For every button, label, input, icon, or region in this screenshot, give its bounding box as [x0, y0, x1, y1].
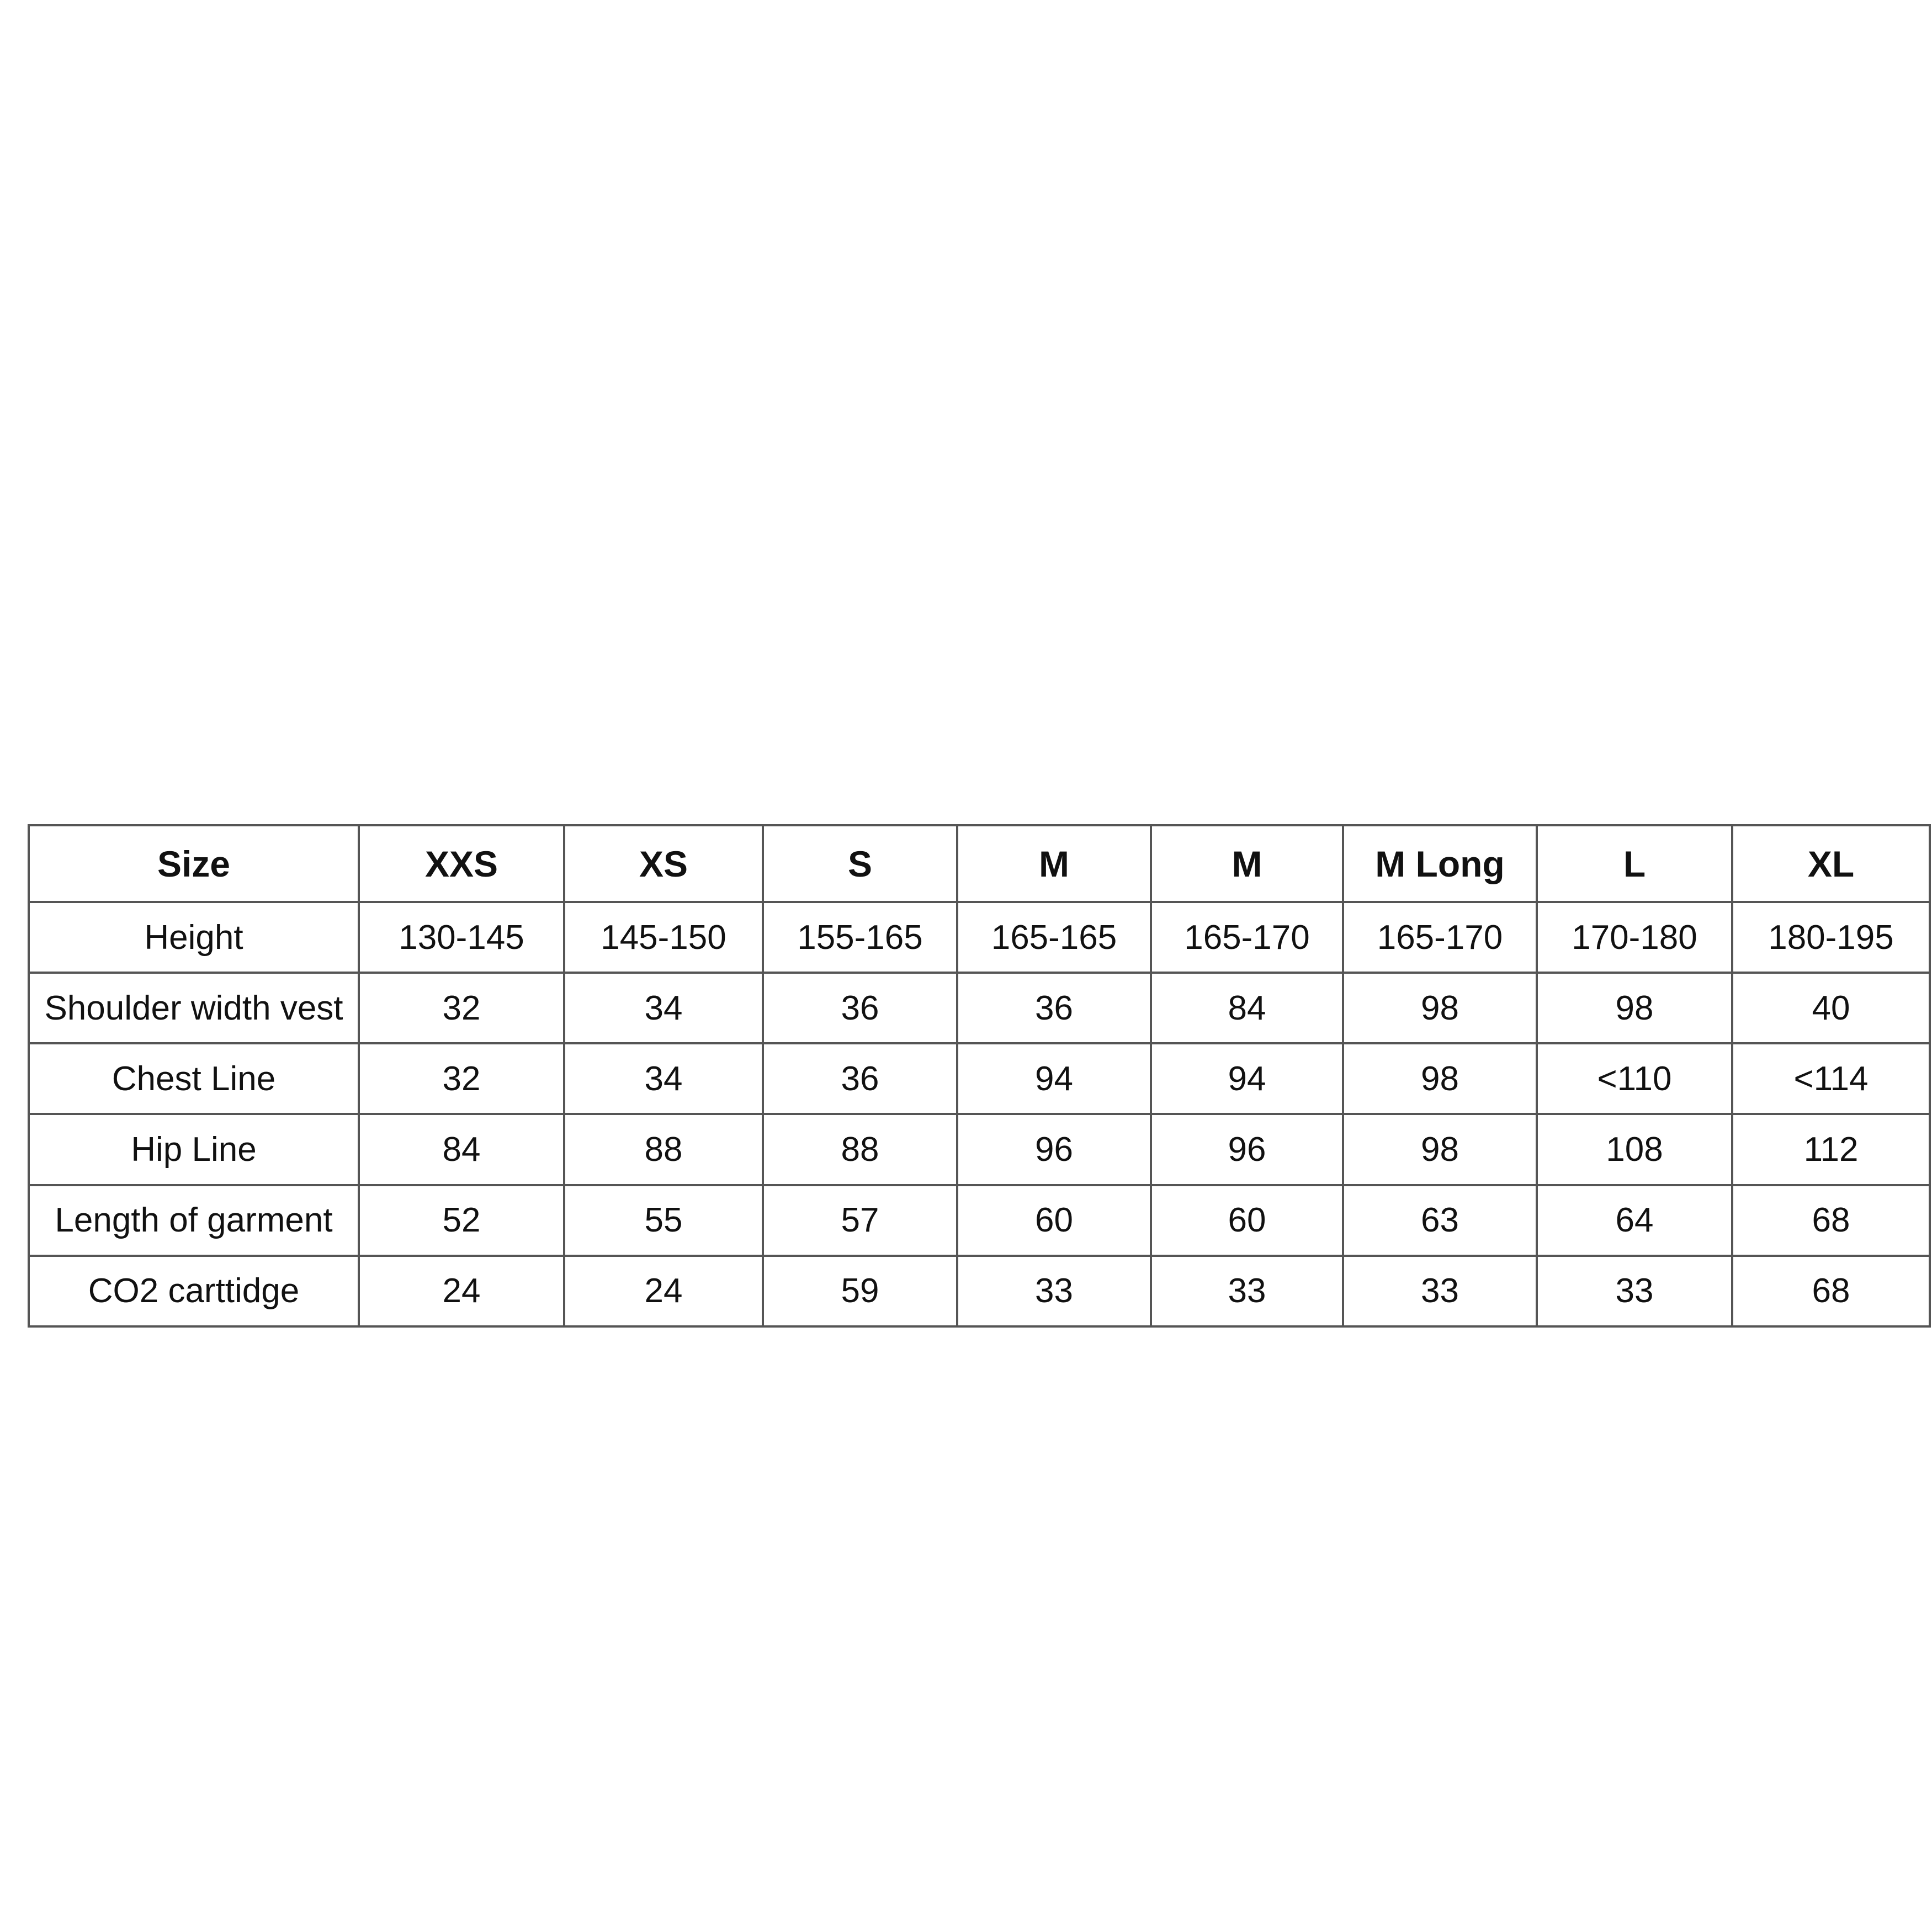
row-label: CO2 carttidge — [29, 1256, 359, 1326]
table-cell: 68 — [1732, 1256, 1930, 1326]
table-cell: 84 — [1151, 973, 1343, 1043]
column-header: S — [763, 825, 957, 902]
table-cell: 52 — [359, 1185, 564, 1256]
table-cell: 36 — [763, 1043, 957, 1114]
table-cell: 112 — [1732, 1114, 1930, 1185]
table-cell: 60 — [1151, 1185, 1343, 1256]
table-row — [29, 1256, 1930, 1326]
table-cell: 98 — [1343, 1043, 1537, 1114]
table-cell: <110 — [1537, 1043, 1732, 1114]
table-cell: 145-150 — [564, 902, 763, 973]
column-header: M — [957, 825, 1151, 902]
row-label: Height — [29, 902, 359, 973]
row-label: Chest Line — [29, 1043, 359, 1114]
row-label: Shoulder width vest — [29, 973, 359, 1043]
table-cell: 33 — [1151, 1256, 1343, 1326]
table-cell: 32 — [359, 1043, 564, 1114]
table-cell: 165-165 — [957, 902, 1151, 973]
table-cell: 165-170 — [1151, 902, 1343, 973]
table-cell: 88 — [564, 1114, 763, 1185]
table-cell: <114 — [1732, 1043, 1930, 1114]
table-header-row — [29, 825, 1930, 902]
table-cell: 98 — [1343, 1114, 1537, 1185]
table-cell: 59 — [763, 1256, 957, 1326]
table-row — [29, 973, 1930, 1043]
column-header: XXS — [359, 825, 564, 902]
table-cell: 63 — [1343, 1185, 1537, 1256]
column-header: XS — [564, 825, 763, 902]
table-cell: 33 — [957, 1256, 1151, 1326]
table-cell: 24 — [564, 1256, 763, 1326]
table-cell: 155-165 — [763, 902, 957, 973]
table-cell: 33 — [1537, 1256, 1732, 1326]
table-cell: 34 — [564, 973, 763, 1043]
table-row — [29, 1043, 1930, 1114]
table-cell: 180-195 — [1732, 902, 1930, 973]
table-cell: 94 — [957, 1043, 1151, 1114]
table-cell: 96 — [1151, 1114, 1343, 1185]
table-cell: 88 — [763, 1114, 957, 1185]
table-cell: 33 — [1343, 1256, 1537, 1326]
table-cell: 36 — [957, 973, 1151, 1043]
column-header: M — [1151, 825, 1343, 902]
table-cell: 84 — [359, 1114, 564, 1185]
column-header: L — [1537, 825, 1732, 902]
table-cell: 60 — [957, 1185, 1151, 1256]
column-header: Size — [29, 825, 359, 902]
table-cell: 170-180 — [1537, 902, 1732, 973]
column-header: XL — [1732, 825, 1930, 902]
table-row — [29, 1114, 1930, 1185]
table-cell: 94 — [1151, 1043, 1343, 1114]
table-row — [29, 902, 1930, 973]
row-label: Hip Line — [29, 1114, 359, 1185]
table-cell: 68 — [1732, 1185, 1930, 1256]
table-row — [29, 1185, 1930, 1256]
table-cell: 108 — [1537, 1114, 1732, 1185]
table-cell: 165-170 — [1343, 902, 1537, 973]
table-cell: 36 — [763, 973, 957, 1043]
table-cell: 96 — [957, 1114, 1151, 1185]
table-cell: 40 — [1732, 973, 1930, 1043]
size-chart-table — [28, 824, 1931, 1328]
table-cell: 130-145 — [359, 902, 564, 973]
table-cell: 55 — [564, 1185, 763, 1256]
table-cell: 64 — [1537, 1185, 1732, 1256]
table-cell: 24 — [359, 1256, 564, 1326]
table-cell: 32 — [359, 973, 564, 1043]
table-cell: 98 — [1537, 973, 1732, 1043]
table-cell: 34 — [564, 1043, 763, 1114]
column-header: M Long — [1343, 825, 1537, 902]
table-cell: 57 — [763, 1185, 957, 1256]
table-cell: 98 — [1343, 973, 1537, 1043]
row-label: Length of garment — [29, 1185, 359, 1256]
